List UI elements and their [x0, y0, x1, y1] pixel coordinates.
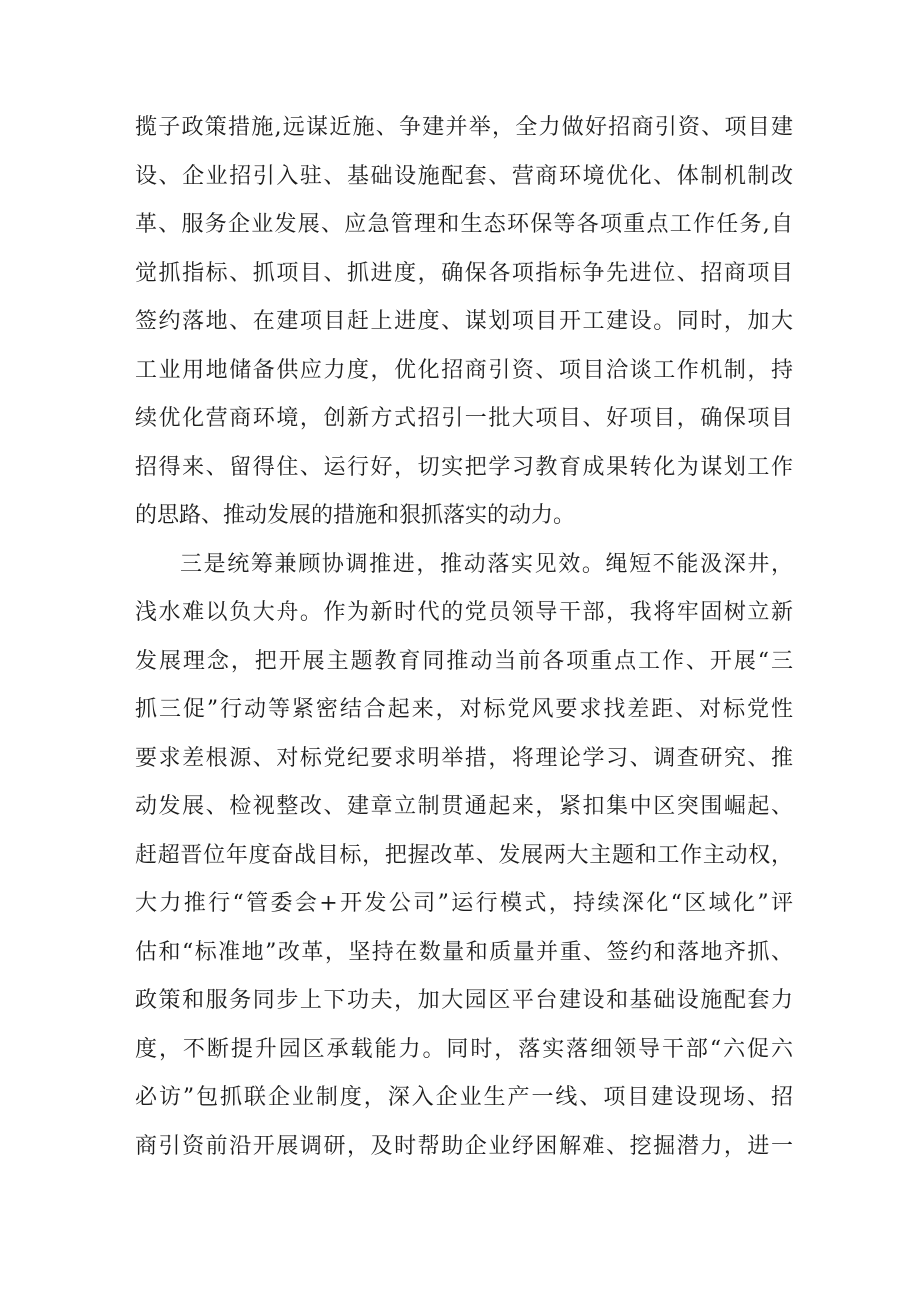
text-line: 抓三促”行动等紧密结合起来，对标党风要求找差距、对标党性 [135, 697, 793, 722]
text-line: 的思路、推动发展的措施和狠抓落实的动力。 [135, 503, 576, 528]
text-line: 商引资前沿开展调研，及时帮助企业纾困解难、挖掘潜力，进一 [135, 1133, 793, 1159]
document-body [135, 104, 793, 1171]
text-line: 必访”包抓联企业制度，深入企业生产一线、项目建设现场、招 [135, 1085, 793, 1110]
text-line: 揽子政策措施,远谋近施、争建并举，全力做好招商引资、项目建 [135, 115, 793, 140]
paragraph-1 [135, 104, 793, 541]
text-line: 政策和服务同步上下功夫，加大园区平台建设和基础设施配套力 [135, 988, 793, 1013]
text-line: 估和“标准地”改革，坚持在数量和质量并重、签约和落地齐抓、 [135, 939, 793, 965]
text-line: 动发展、检视整改、建章立制贯通起来，紧扣集中区突围崛起、 [135, 794, 793, 819]
text-line: 签约落地、在建项目赶上进度、谋划项目开工建设。同时，加大 [135, 309, 793, 334]
text-line: 赶超晋位年度奋战目标，把握改革、发展两大主题和工作主动权， [135, 842, 793, 868]
text-line: 革、服务企业发展、应急管理和生态环保等各项重点工作任务,自 [135, 212, 793, 237]
text-line: 要求差根源、对标党纪要求明举措，将理论学习、调查研究、推 [135, 745, 793, 771]
text-line: 三是统筹兼顾协调推进，推动落实见效。绳短不能汲深井， [180, 551, 793, 577]
paragraph-2 [135, 541, 793, 1172]
text-line: 浅水难以负大舟。作为新时代的党员领导干部，我将牢固树立新 [135, 600, 793, 625]
text-line: 工业用地储备供应力度，优化招商引资、项目洽谈工作机制，持 [135, 357, 793, 383]
text-line: 发展理念，把开展主题教育同推动当前各项重点工作、开展“三 [135, 648, 793, 674]
text-line: 觉抓指标、抓项目、抓进度，确保各项指标争先进位、招商项目 [135, 260, 793, 286]
text-line: 招得来、留得住、运行好，切实把学习教育成果转化为谋划工作 [135, 454, 793, 480]
text-line: 大力推行“管委会+开发公司”运行模式，持续深化“区域化”评 [135, 891, 793, 916]
text-line: 度，不断提升园区承载能力。同时，落实落细领导干部“六促六 [135, 1036, 793, 1062]
text-line: 续优化营商环境，创新方式招引一批大项目、好项目，确保项目 [135, 406, 793, 431]
text-line: 设、企业招引入驻、基础设施配套、营商环境优化、体制机制改 [135, 163, 793, 189]
